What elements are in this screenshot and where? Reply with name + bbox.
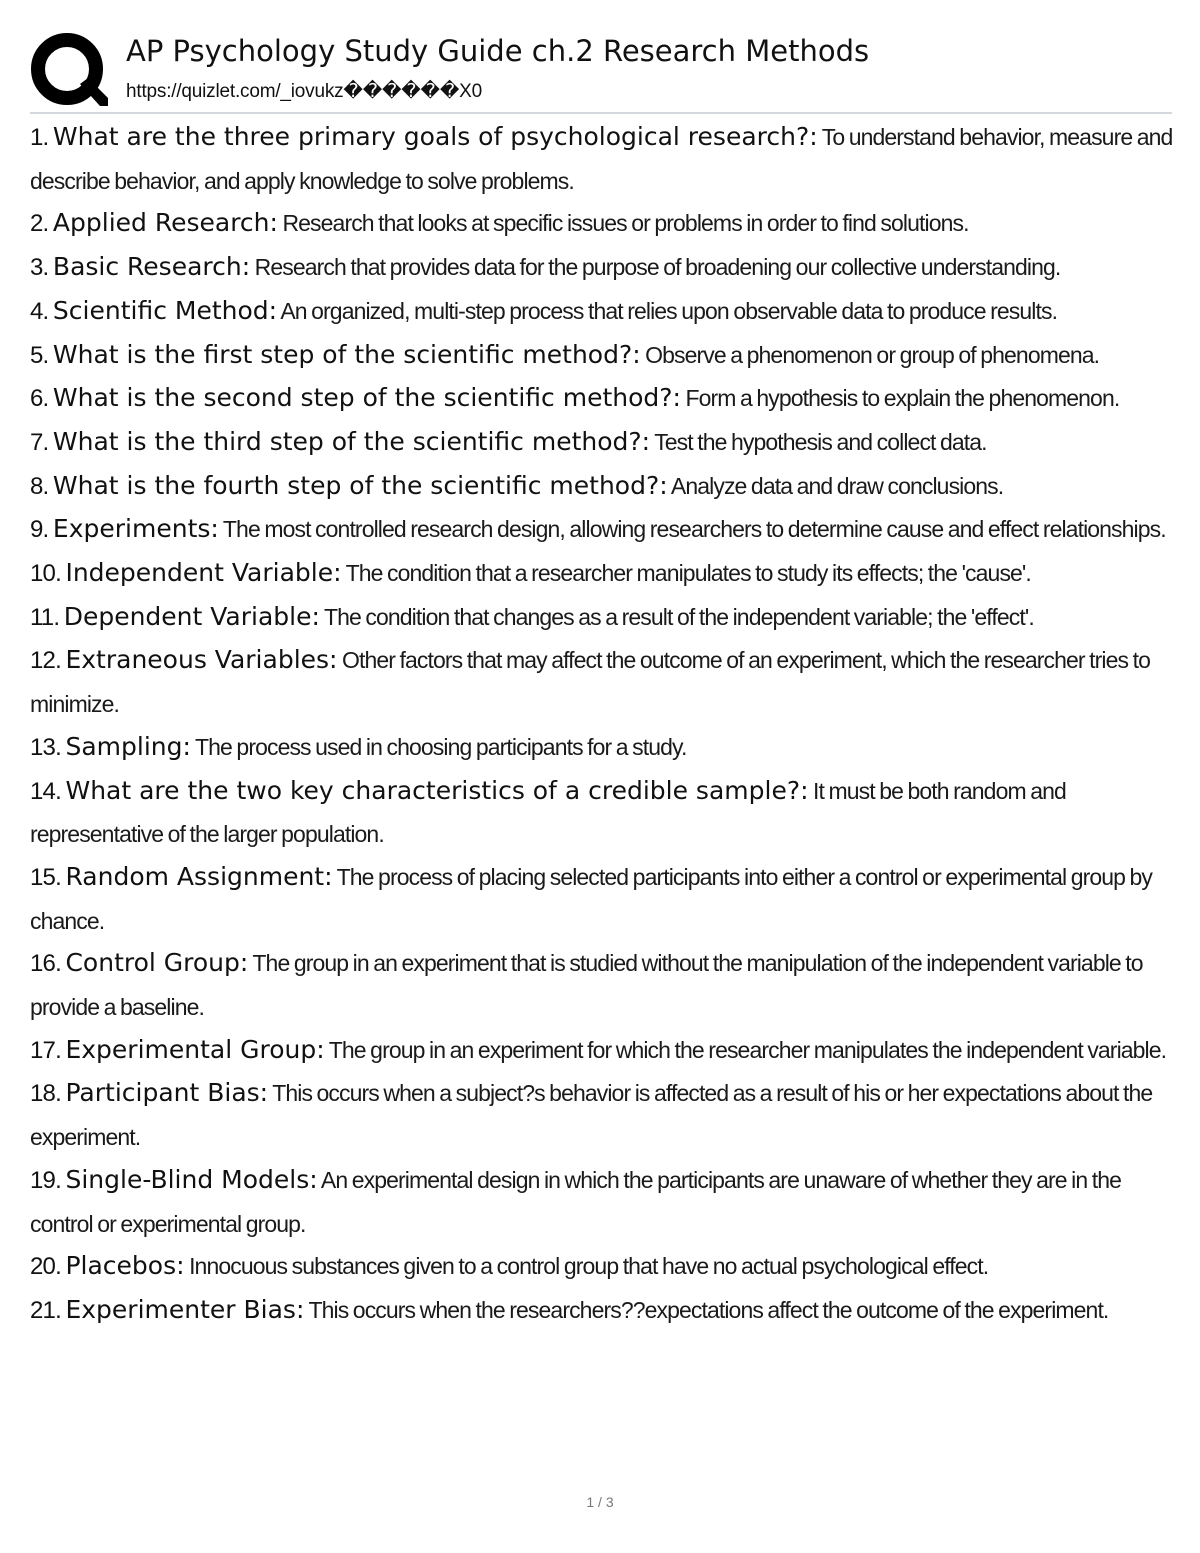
item-term: Single-Blind Models: xyxy=(65,1164,318,1194)
header-divider xyxy=(30,112,1172,114)
term-item-9 xyxy=(30,508,1175,552)
term-item-16 xyxy=(30,942,1175,1028)
item-definition: Analyze data and draw conclusions. xyxy=(670,472,1004,499)
item-number: 2. xyxy=(30,210,49,238)
item-definition: An organized, multi-step process that relies upon observable data to produce results. xyxy=(280,297,1058,324)
term-item-2 xyxy=(30,202,1175,246)
item-number: 1. xyxy=(30,124,49,151)
item-number: 10. xyxy=(30,560,61,588)
item-definition: Form a hypothesis to explain the phenomenon. xyxy=(685,385,1120,412)
item-number: 3. xyxy=(30,254,49,282)
page-title: AP Psychology Study Guide ch.2 Research Methods xyxy=(126,34,870,68)
item-definition: Innocuous substances given to a control group that have no actual psychological effect. xyxy=(189,1253,989,1280)
item-term: Participant Bias: xyxy=(65,1078,269,1108)
item-definition: This occurs when the researchers??expectations affect the outcome of the experiment. xyxy=(308,1296,1109,1323)
item-term: What are the two key characteristics of a credible sample?: xyxy=(65,775,809,805)
term-item-13 xyxy=(30,726,1175,770)
item-number: 7. xyxy=(30,428,49,456)
item-definition: The group in an experiment that is studied without the manipulation of the independent variable to provide a baseline. xyxy=(30,950,1143,1021)
item-term: Experimental Group: xyxy=(65,1034,325,1064)
item-definition: The condition that a researcher manipulates to study its effects; the 'cause'. xyxy=(345,560,1031,587)
item-number: 4. xyxy=(30,297,49,325)
item-number: 8. xyxy=(30,472,49,500)
item-definition: This occurs when a subject?s behavior is affected as a result of his or her expectations about the experiment. xyxy=(30,1080,1153,1151)
item-term: Control Group: xyxy=(65,948,249,978)
item-definition: To understand behavior, measure and describe behavior, and apply knowledge to solve problems. xyxy=(30,124,1173,194)
item-number: 9. xyxy=(30,516,49,544)
flashcard-list xyxy=(30,116,1175,1333)
item-number: 6. xyxy=(30,385,49,413)
item-term: Experimenter Bias: xyxy=(65,1294,305,1324)
item-definition: The process used in choosing participants for a study. xyxy=(195,733,687,760)
term-item-18 xyxy=(30,1072,1175,1158)
item-term: Random Assignment: xyxy=(65,861,333,891)
item-number: 11. xyxy=(30,603,60,631)
item-term: Basic Research: xyxy=(52,252,251,282)
item-definition: The condition that changes as a result of the independent variable; the 'effect'. xyxy=(323,603,1034,630)
item-number: 12. xyxy=(30,647,61,675)
item-term: Experiments: xyxy=(52,514,219,544)
term-item-14 xyxy=(30,770,1175,856)
term-item-11 xyxy=(30,596,1175,640)
item-number: 21. xyxy=(30,1296,61,1324)
item-term: What is the third step of the scientific method?: xyxy=(52,426,651,456)
source-url[interactable]: https://quizlet.com/_iovukz������X0 xyxy=(126,81,482,102)
item-number: 13. xyxy=(30,733,61,761)
term-item-17 xyxy=(30,1029,1175,1073)
item-term: Applied Research: xyxy=(52,208,278,238)
item-term: Scientific Method: xyxy=(52,295,278,325)
item-term: Dependent Variable: xyxy=(63,601,320,631)
term-item-12 xyxy=(30,639,1175,725)
item-definition: The most controlled research design, allowing researchers to determine cause and effect relationships. xyxy=(222,516,1166,543)
item-number: 15. xyxy=(30,863,61,891)
term-item-21 xyxy=(30,1289,1175,1333)
item-number: 18. xyxy=(30,1080,61,1108)
item-number: 19. xyxy=(30,1166,61,1194)
term-item-8 xyxy=(30,465,1175,509)
item-definition: Research that provides data for the purpose of broadening our collective understanding. xyxy=(254,254,1061,281)
item-term: Independent Variable: xyxy=(65,558,342,588)
item-number: 20. xyxy=(30,1253,61,1281)
item-number: 14. xyxy=(30,777,61,805)
term-item-20 xyxy=(30,1245,1175,1289)
item-definition: Test the hypothesis and collect data. xyxy=(654,428,987,455)
page-number: 1 / 3 xyxy=(586,1494,614,1510)
term-item-10 xyxy=(30,552,1175,596)
item-number: 16. xyxy=(30,950,61,978)
item-term: What is the second step of the scientific method?: xyxy=(52,383,681,413)
term-item-6 xyxy=(30,377,1175,421)
item-definition: An experimental design in which the participants are unaware of whether they are in the control or experimental group. xyxy=(30,1166,1122,1237)
item-term: Extraneous Variables: xyxy=(65,645,338,675)
item-number: 5. xyxy=(30,341,49,369)
term-item-7 xyxy=(30,421,1175,465)
item-number: 17. xyxy=(30,1036,61,1064)
item-definition: The process of placing selected participants into either a control or experimental group by chance. xyxy=(30,863,1152,934)
item-definition: Research that looks at specific issues or problems in order to find solutions. xyxy=(282,210,969,237)
term-item-19 xyxy=(30,1159,1175,1245)
item-definition: Other factors that may affect the outcome of an experiment, which the researcher tries to minimize. xyxy=(30,647,1150,718)
item-definition: Observe a phenomenon or group of phenomena. xyxy=(645,341,1100,368)
item-term: Sampling: xyxy=(65,731,191,761)
item-definition: It must be both random and representative of the larger population. xyxy=(30,777,1066,848)
quizlet-q-logo-icon xyxy=(30,32,108,110)
term-item-5 xyxy=(30,334,1175,378)
item-definition: The group in an experiment for which the researcher manipulates the independent variable. xyxy=(328,1036,1167,1063)
item-term: What is the first step of the scientific method?: xyxy=(52,339,641,369)
term-item-3 xyxy=(30,246,1175,290)
term-item-4 xyxy=(30,290,1175,334)
term-item-15 xyxy=(30,856,1175,942)
term-item-1 xyxy=(30,116,1175,202)
item-term: What are the three primary goals of psychological research?: xyxy=(52,122,818,151)
item-term: Placebos: xyxy=(65,1251,185,1281)
page-header xyxy=(30,28,1172,112)
item-term: What is the fourth step of the scientific method?: xyxy=(52,470,668,500)
